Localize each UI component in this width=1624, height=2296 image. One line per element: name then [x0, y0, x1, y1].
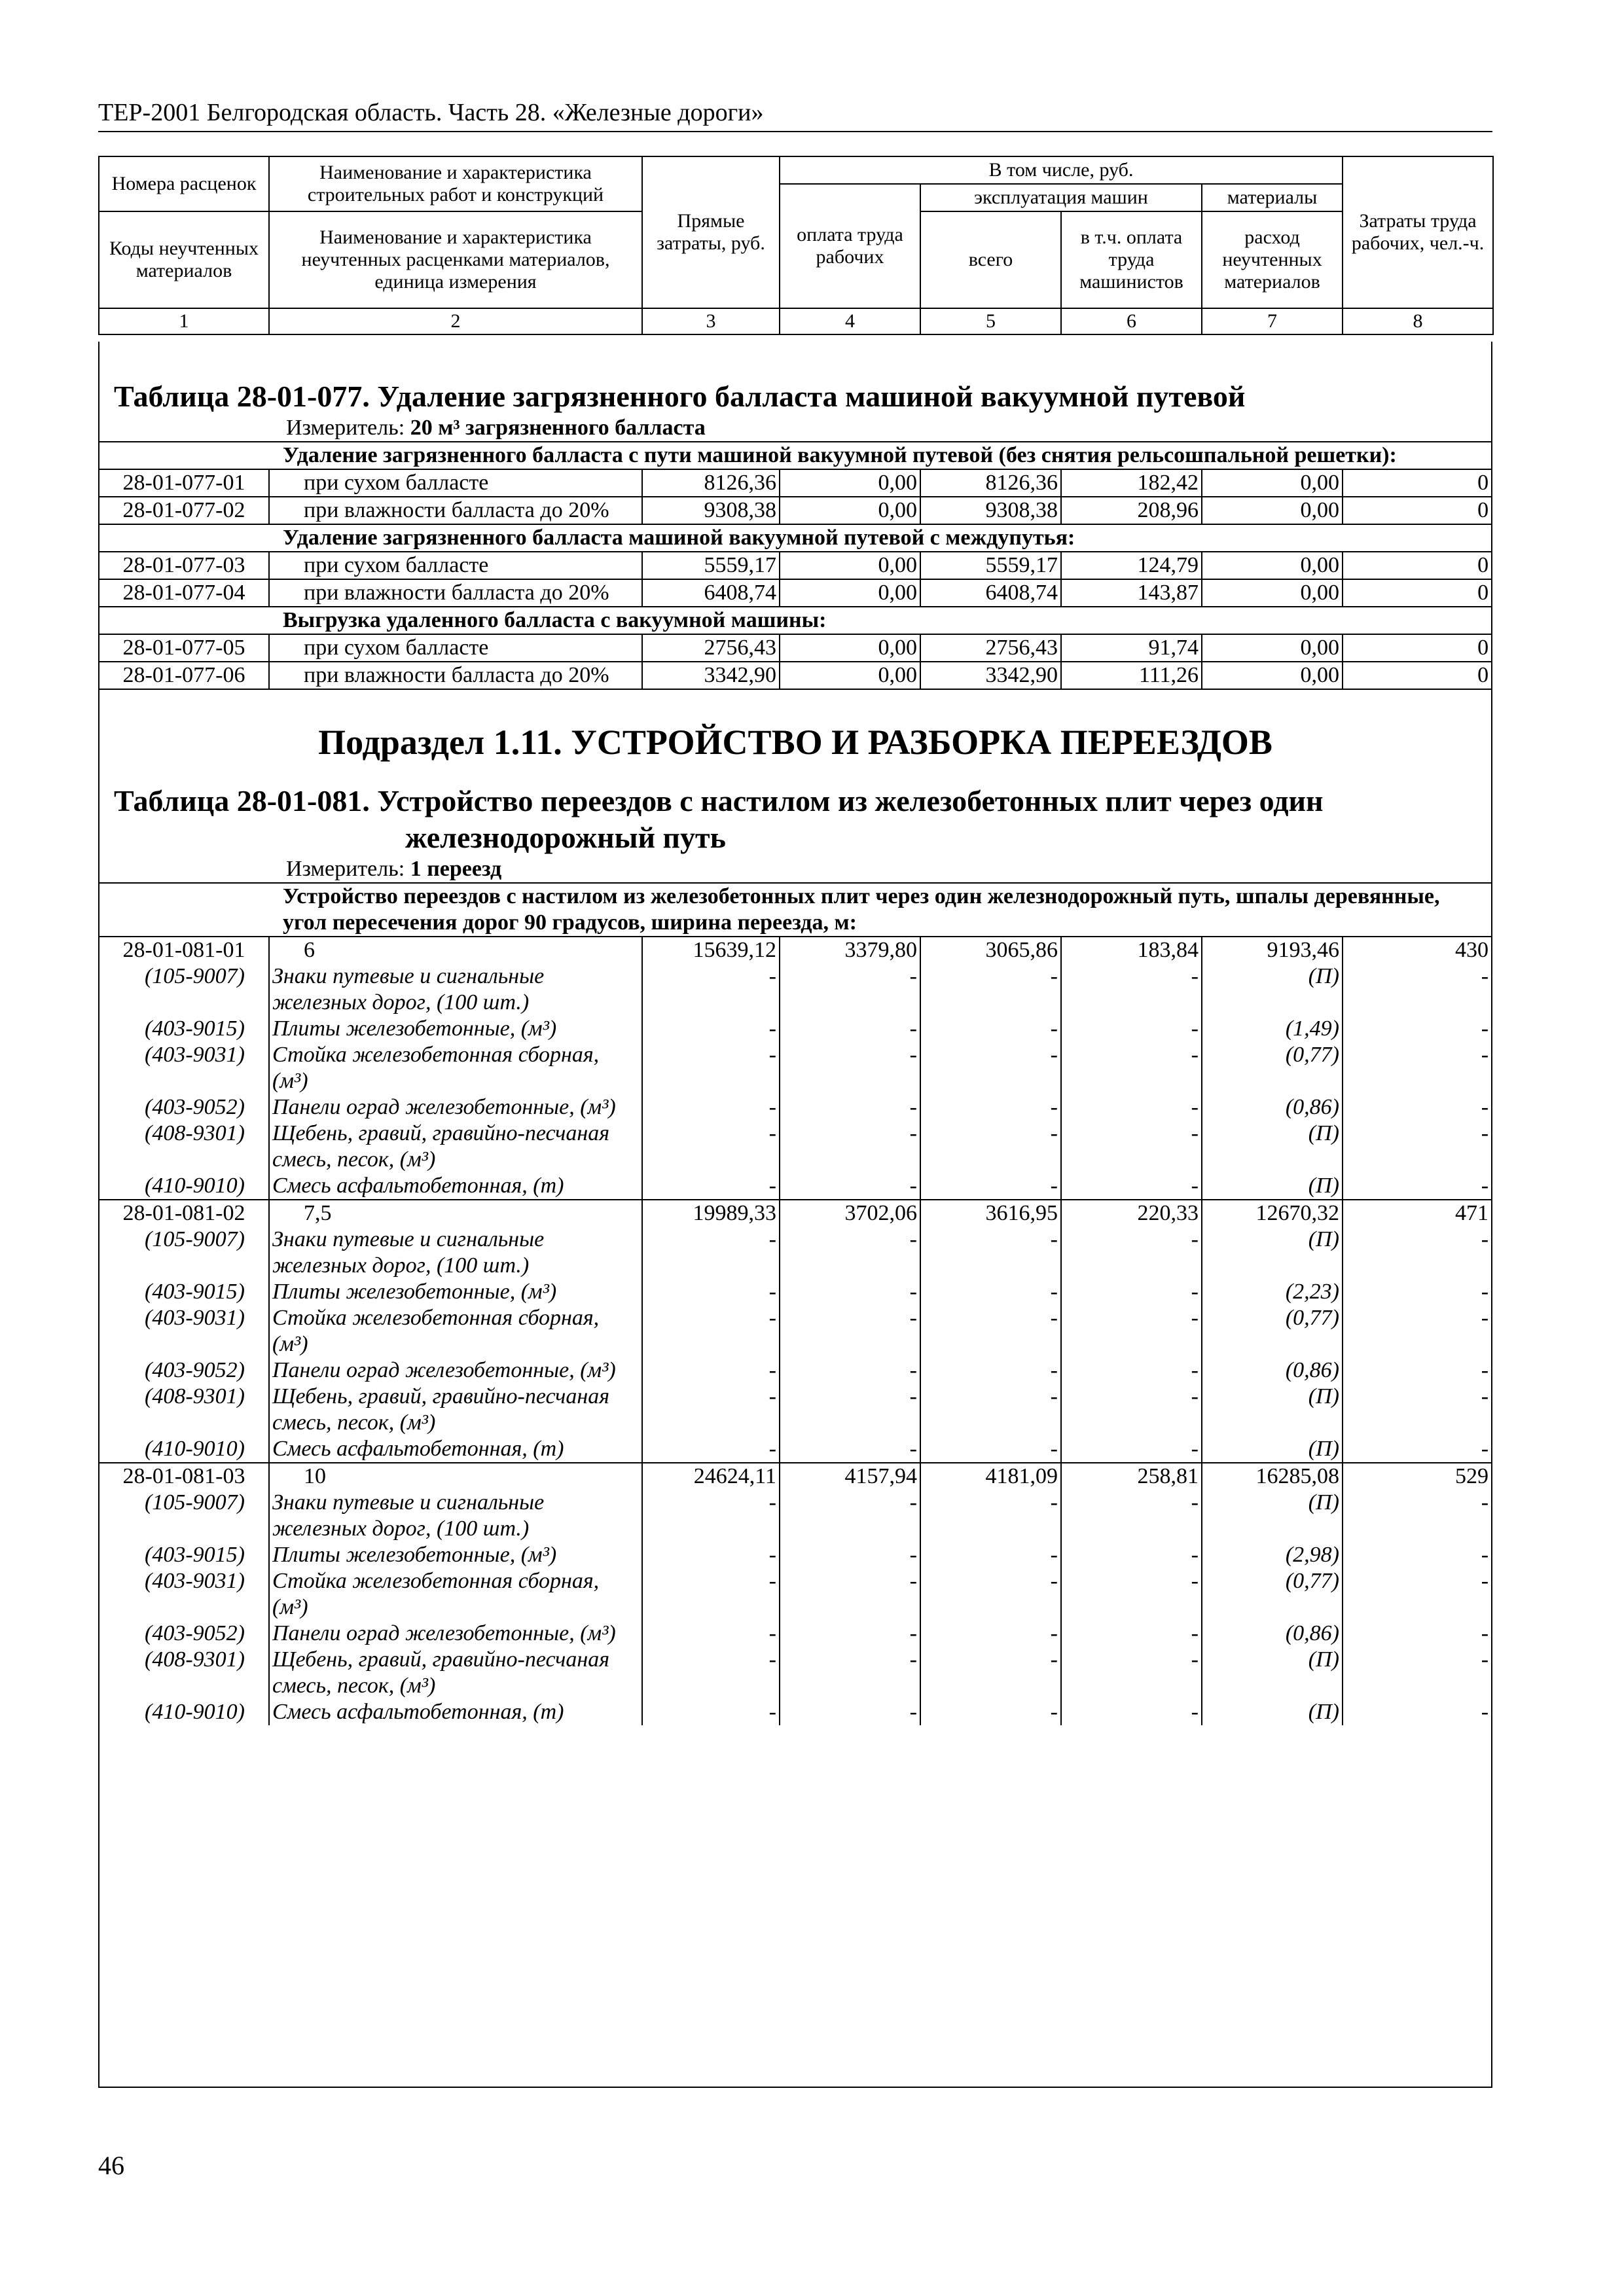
dash: - — [1481, 1647, 1489, 1672]
group-heading: Удаление загрязненного балласта машиной вакуумной путевой с междупутья: — [99, 524, 1491, 552]
value-v8: 0 — [1343, 634, 1491, 662]
dash: - — [780, 1227, 920, 1279]
dash: - — [1061, 1094, 1202, 1121]
value-v8: 0 — [1343, 497, 1491, 524]
dash: - — [1481, 1384, 1489, 1408]
material-code: (105-9007) — [99, 1227, 269, 1279]
material-code: (403-9015) — [99, 1542, 269, 1568]
dash: - — [920, 1357, 1061, 1384]
dash: - — [1061, 1490, 1202, 1542]
hdr-num: 8 — [1343, 308, 1493, 334]
rate-name — [269, 1463, 642, 1490]
material-row — [99, 1094, 1491, 1121]
material-code: (410-9010) — [99, 1173, 269, 1200]
group-heading: Устройство переездов с настилом из железобетонных плит через один железнодорожный путь, шпалы деревянные, угол пересечения дорог 90 градусов, ширина переезда, м: — [99, 883, 1491, 937]
material-qty: (П) — [1202, 1173, 1343, 1200]
dash: - — [1061, 1621, 1202, 1647]
material-qty: (П) — [1202, 1490, 1343, 1542]
value-v3: 3342,90 — [642, 662, 780, 689]
dash: - — [1481, 1543, 1489, 1567]
material-code: (403-9031) — [99, 1042, 269, 1094]
value-v6: 91,74 — [1061, 634, 1202, 662]
dash: - — [1061, 1227, 1202, 1279]
value-v5: 3616,95 — [920, 1200, 1061, 1227]
dash: - — [780, 1121, 920, 1173]
rate-name-text: при влажности балласта до 20% — [304, 663, 609, 687]
material-code: (403-9052) — [99, 1357, 269, 1384]
value-v8: 430 — [1343, 937, 1491, 963]
header-rule — [98, 131, 1492, 132]
rate-code: 28-01-081-02 — [99, 1200, 269, 1227]
material-row — [99, 1279, 1491, 1305]
dash: - — [920, 1621, 1061, 1647]
value-v8: 0 — [1343, 662, 1491, 689]
dash: - — [1481, 1358, 1489, 1382]
rate-name-text: при влажности балласта до 20% — [304, 498, 609, 522]
rate-name — [269, 552, 642, 579]
material-row — [99, 1384, 1491, 1436]
measure-077 — [99, 415, 1491, 441]
hdr-num: 1 — [99, 308, 269, 334]
material-qty: (П) — [1202, 1384, 1343, 1436]
dash: - — [1481, 1490, 1489, 1515]
value-v5: 4181,09 — [920, 1463, 1061, 1490]
group-heading: Выгрузка удаленного балласта с вакуумной машины: — [99, 607, 1491, 634]
dash: - — [780, 1436, 920, 1463]
table-row — [99, 662, 1491, 689]
value-v6: 111,26 — [1061, 662, 1202, 689]
value-v3: 24624,11 — [642, 1463, 780, 1490]
material-qty: (П) — [1202, 1436, 1343, 1463]
hdr-work-name: Наименование и характеристика строительных работ и конструкций — [269, 156, 642, 211]
dash: - — [1061, 1121, 1202, 1173]
hdr-labor: Затраты труда рабочих, чел.-ч. — [1343, 156, 1493, 308]
hdr-num: 4 — [780, 308, 920, 334]
dash: - — [780, 1699, 920, 1725]
material-code: (403-9031) — [99, 1568, 269, 1621]
material-name: Знаки путевые и сигнальные железных дорог, (100 шт.) — [269, 963, 642, 1016]
material-qty: (П) — [1202, 1699, 1343, 1725]
dash: - — [642, 1279, 780, 1305]
value-v8: 529 — [1343, 1463, 1491, 1490]
dash: - — [780, 963, 920, 1016]
rate-code: 28-01-077-03 — [99, 552, 269, 579]
page-number: 46 — [98, 2151, 124, 2180]
rate-name-text: при сухом балласте — [304, 636, 489, 660]
dash: - — [642, 1094, 780, 1121]
value-v6: 143,87 — [1061, 579, 1202, 607]
value-v3: 8126,36 — [642, 469, 780, 497]
dash: - — [642, 1436, 780, 1463]
hdr-materials: материалы — [1202, 184, 1343, 211]
value-v7: 0,00 — [1202, 469, 1343, 497]
table-title-081 — [99, 783, 1491, 856]
group-heading-row — [99, 524, 1491, 552]
dash: - — [642, 1490, 780, 1542]
dash: - — [920, 1699, 1061, 1725]
material-row — [99, 1621, 1491, 1647]
dash: - — [780, 1357, 920, 1384]
hdr-including: В том числе, руб. — [780, 156, 1343, 184]
rate-name-text: при сухом балласте — [304, 471, 489, 495]
material-name: Знаки путевые и сигнальные железных дорог, (100 шт.) — [269, 1227, 642, 1279]
value-v5: 5559,17 — [920, 552, 1061, 579]
rate-name — [269, 497, 642, 524]
material-qty: (0,77) — [1202, 1042, 1343, 1094]
material-code: (408-9301) — [99, 1384, 269, 1436]
material-name: Плиты железобетонные, (м³) — [269, 1542, 642, 1568]
dash: - — [642, 1542, 780, 1568]
dash: - — [920, 1647, 1061, 1699]
dash: - — [642, 1621, 780, 1647]
value-v8: 0 — [1343, 579, 1491, 607]
material-name: Плиты железобетонные, (м³) — [269, 1279, 642, 1305]
rate-name — [269, 937, 642, 963]
dash: - — [1061, 1173, 1202, 1200]
material-name: Стойка железобетонная сборная, (м³) — [269, 1568, 642, 1621]
material-name: Панели оград железобетонные, (м³) — [269, 1094, 642, 1121]
material-name: Знаки путевые и сигнальные железных дорог, (100 шт.) — [269, 1490, 642, 1542]
rate-code: 28-01-077-02 — [99, 497, 269, 524]
dash: - — [1061, 1357, 1202, 1384]
value-v4: 0,00 — [780, 497, 920, 524]
group-heading: Удаление загрязненного балласта с пути машиной вакуумной путевой (без снятия рельсошпальной решетки): — [99, 442, 1491, 469]
dash: - — [920, 1173, 1061, 1200]
value-v3: 2756,43 — [642, 634, 780, 662]
material-qty: (П) — [1202, 1647, 1343, 1699]
value-v6: 182,42 — [1061, 469, 1202, 497]
value-v4: 0,00 — [780, 469, 920, 497]
material-qty: (П) — [1202, 1227, 1343, 1279]
material-name: Стойка железобетонная сборная, (м³) — [269, 1042, 642, 1094]
dash: - — [1481, 1227, 1489, 1251]
table-row — [99, 937, 1491, 963]
group-heading-row — [99, 883, 1491, 937]
dash: - — [780, 1016, 920, 1042]
dash: - — [1061, 963, 1202, 1016]
dash: - — [780, 1094, 920, 1121]
hdr-machines-total: всего — [920, 211, 1061, 308]
dash: - — [642, 963, 780, 1016]
table-row — [99, 634, 1491, 662]
material-row — [99, 1016, 1491, 1042]
dash: - — [642, 1016, 780, 1042]
rate-name-text: при влажности балласта до 20% — [304, 581, 609, 605]
value-v7: 0,00 — [1202, 579, 1343, 607]
measure-label: Измеритель: — [286, 857, 405, 881]
dash: - — [780, 1542, 920, 1568]
value-v7: 12670,32 — [1202, 1200, 1343, 1227]
subsection-title: Подраздел 1.11. УСТРОЙСТВО И РАЗБОРКА ПЕРЕЕЗДОВ — [318, 723, 1272, 762]
value-v4: 0,00 — [780, 634, 920, 662]
dash: - — [920, 1384, 1061, 1436]
material-code: (403-9031) — [99, 1305, 269, 1357]
material-row — [99, 1227, 1491, 1279]
dash: - — [780, 1490, 920, 1542]
material-name: Смесь асфальтобетонная, (т) — [269, 1173, 642, 1200]
value-v4: 0,00 — [780, 552, 920, 579]
rate-name — [269, 579, 642, 607]
dash: - — [642, 1568, 780, 1621]
measure-label: Измеритель: — [286, 416, 405, 440]
dash: - — [780, 1384, 920, 1436]
table-row — [99, 469, 1491, 497]
dash: - — [1481, 1437, 1489, 1461]
material-name: Стойка железобетонная сборная, (м³) — [269, 1305, 642, 1357]
material-code: (105-9007) — [99, 1490, 269, 1542]
rate-name — [269, 662, 642, 689]
material-code: (408-9301) — [99, 1121, 269, 1173]
material-row — [99, 1490, 1491, 1542]
value-v7: 0,00 — [1202, 634, 1343, 662]
dash: - — [920, 1042, 1061, 1094]
material-row — [99, 1568, 1491, 1621]
dash: - — [920, 1490, 1061, 1542]
rates-table-081 — [99, 882, 1491, 1725]
hdr-num: 6 — [1061, 308, 1202, 334]
material-qty: (1,49) — [1202, 1016, 1343, 1042]
hdr-material-name: Наименование и характеристика неучтенных расценками материалов, единица измерения — [269, 211, 642, 308]
dash: - — [780, 1568, 920, 1621]
dash: - — [642, 1384, 780, 1436]
dash: - — [1061, 1384, 1202, 1436]
dash: - — [1061, 1016, 1202, 1042]
column-header-table — [98, 156, 1494, 335]
table-row — [99, 1463, 1491, 1490]
material-code: (403-9052) — [99, 1621, 269, 1647]
dash: - — [1061, 1568, 1202, 1621]
dash: - — [642, 1305, 780, 1357]
material-qty: (0,86) — [1202, 1094, 1343, 1121]
material-qty: (2,98) — [1202, 1542, 1343, 1568]
value-v6: 220,33 — [1061, 1200, 1202, 1227]
material-row — [99, 1436, 1491, 1463]
value-v5: 8126,36 — [920, 469, 1061, 497]
value-v4: 3702,06 — [780, 1200, 920, 1227]
value-v5: 9308,38 — [920, 497, 1061, 524]
dash: - — [642, 1647, 780, 1699]
material-row — [99, 1542, 1491, 1568]
dash: - — [920, 1227, 1061, 1279]
rate-code: 28-01-077-04 — [99, 579, 269, 607]
material-name: Панели оград железобетонные, (м³) — [269, 1621, 642, 1647]
running-head: ТЕР-2001 Белгородская область. Часть 28. «Железные дороги» — [98, 99, 764, 126]
dash: - — [1481, 1095, 1489, 1119]
rate-name-text: при сухом балласте — [304, 553, 489, 577]
value-v7: 0,00 — [1202, 497, 1343, 524]
rate-name — [269, 469, 642, 497]
hdr-worker-pay: оплата труда рабочих — [780, 184, 920, 308]
material-code: (403-9052) — [99, 1094, 269, 1121]
dash: - — [1481, 964, 1489, 988]
dash: - — [920, 1436, 1061, 1463]
dash: - — [780, 1305, 920, 1357]
table-title-081-line2: железнодорожный путь — [405, 821, 726, 854]
table-title-081-line1: Таблица 28-01-081. Устройство переездов с настилом из железобетонных плит через один — [114, 784, 1324, 817]
table-row — [99, 1200, 1491, 1227]
dash: - — [780, 1647, 920, 1699]
table-body — [98, 342, 1492, 2088]
value-v4: 0,00 — [780, 662, 920, 689]
material-qty: (П) — [1202, 1121, 1343, 1173]
dash: - — [920, 1568, 1061, 1621]
hdr-num: 2 — [269, 308, 642, 334]
value-v5: 3342,90 — [920, 662, 1061, 689]
material-code: (403-9015) — [99, 1279, 269, 1305]
material-qty: (2,23) — [1202, 1279, 1343, 1305]
rate-name — [269, 634, 642, 662]
material-code: (105-9007) — [99, 963, 269, 1016]
value-v7: 9193,46 — [1202, 937, 1343, 963]
value-v3: 6408,74 — [642, 579, 780, 607]
material-code: (410-9010) — [99, 1436, 269, 1463]
dash: - — [1061, 1647, 1202, 1699]
dash: - — [1061, 1436, 1202, 1463]
dash: - — [1481, 1043, 1489, 1067]
material-row — [99, 1173, 1491, 1200]
table-row — [99, 497, 1491, 524]
dash: - — [1481, 1121, 1489, 1145]
group-heading-row — [99, 607, 1491, 634]
value-v6: 258,81 — [1061, 1463, 1202, 1490]
material-row — [99, 1357, 1491, 1384]
value-v7: 0,00 — [1202, 552, 1343, 579]
rate-code: 28-01-077-05 — [99, 634, 269, 662]
dash: - — [1061, 1042, 1202, 1094]
rate-name-text: 6 — [304, 938, 315, 962]
rate-code: 28-01-081-03 — [99, 1463, 269, 1490]
measure-value: 20 м³ загрязненного балласта — [410, 416, 706, 440]
material-qty: (0,86) — [1202, 1621, 1343, 1647]
dash: - — [1481, 1174, 1489, 1198]
dash: - — [1481, 1016, 1489, 1041]
material-name: Щебень, гравий, гравийно-песчаная смесь, песок, (м³) — [269, 1121, 642, 1173]
table-row — [99, 579, 1491, 607]
value-v5: 6408,74 — [920, 579, 1061, 607]
group-heading-row — [99, 442, 1491, 469]
dash: - — [642, 1042, 780, 1094]
material-code: (408-9301) — [99, 1647, 269, 1699]
hdr-direct-costs: Прямые затраты, руб. — [642, 156, 780, 308]
rate-code: 28-01-077-06 — [99, 662, 269, 689]
dash: - — [1481, 1621, 1489, 1645]
hdr-num: 7 — [1202, 308, 1343, 334]
value-v8: 471 — [1343, 1200, 1491, 1227]
value-v6: 124,79 — [1061, 552, 1202, 579]
dash: - — [642, 1121, 780, 1173]
value-v8: 0 — [1343, 469, 1491, 497]
dash: - — [1481, 1700, 1489, 1724]
material-qty: (0,77) — [1202, 1568, 1343, 1621]
dash: - — [780, 1621, 920, 1647]
dash: - — [642, 1357, 780, 1384]
dash: - — [1481, 1306, 1489, 1330]
dash: - — [1061, 1279, 1202, 1305]
value-v8: 0 — [1343, 552, 1491, 579]
dash: - — [1481, 1280, 1489, 1304]
hdr-unaccounted-materials: расход неучтенных материалов — [1202, 211, 1343, 308]
dash: - — [1061, 1305, 1202, 1357]
dash: - — [642, 1227, 780, 1279]
value-v6: 183,84 — [1061, 937, 1202, 963]
material-name: Панели оград железобетонные, (м³) — [269, 1357, 642, 1384]
dash: - — [642, 1699, 780, 1725]
dash: - — [780, 1279, 920, 1305]
hdr-codes: Номера расценок — [99, 156, 269, 211]
material-qty: (П) — [1202, 963, 1343, 1016]
value-v7: 16285,08 — [1202, 1463, 1343, 1490]
hdr-material-codes: Коды неучтенных материалов — [99, 211, 269, 308]
value-v3: 9308,38 — [642, 497, 780, 524]
dash: - — [920, 1279, 1061, 1305]
value-v6: 208,96 — [1061, 497, 1202, 524]
value-v5: 2756,43 — [920, 634, 1061, 662]
dash: - — [920, 963, 1061, 1016]
rate-code: 28-01-081-01 — [99, 937, 269, 963]
hdr-num: 3 — [642, 308, 780, 334]
measure-081 — [99, 856, 1491, 882]
material-code: (403-9015) — [99, 1016, 269, 1042]
material-name: Смесь асфальтобетонная, (т) — [269, 1699, 642, 1725]
rate-name-text: 7,5 — [304, 1201, 332, 1225]
rate-name — [269, 1200, 642, 1227]
material-row — [99, 1121, 1491, 1173]
value-v3: 19989,33 — [642, 1200, 780, 1227]
material-row — [99, 1647, 1491, 1699]
value-v7: 0,00 — [1202, 662, 1343, 689]
hdr-num: 5 — [920, 308, 1061, 334]
material-row — [99, 1699, 1491, 1725]
value-v4: 4157,94 — [780, 1463, 920, 1490]
value-v3: 5559,17 — [642, 552, 780, 579]
material-qty: (0,77) — [1202, 1305, 1343, 1357]
value-v4: 3379,80 — [780, 937, 920, 963]
material-row — [99, 1305, 1491, 1357]
measure-value: 1 переезд — [410, 857, 502, 881]
table-row — [99, 552, 1491, 579]
value-v5: 3065,86 — [920, 937, 1061, 963]
dash: - — [920, 1305, 1061, 1357]
material-row — [99, 963, 1491, 1016]
value-v3: 15639,12 — [642, 937, 780, 963]
material-name: Щебень, гравий, гравийно-песчаная смесь, песок, (м³) — [269, 1384, 642, 1436]
dash: - — [920, 1016, 1061, 1042]
material-code: (410-9010) — [99, 1699, 269, 1725]
hdr-machines: эксплуатация машин — [920, 184, 1202, 211]
dash: - — [920, 1542, 1061, 1568]
hdr-machinists-pay: в т.ч. оплата труда машинистов — [1061, 211, 1202, 308]
material-row — [99, 1042, 1491, 1094]
rate-code: 28-01-077-01 — [99, 469, 269, 497]
dash: - — [642, 1173, 780, 1200]
material-qty: (0,86) — [1202, 1357, 1343, 1384]
dash: - — [920, 1094, 1061, 1121]
material-name: Щебень, гравий, гравийно-песчаная смесь, песок, (м³) — [269, 1647, 642, 1699]
dash: - — [920, 1121, 1061, 1173]
value-v4: 0,00 — [780, 579, 920, 607]
dash: - — [1061, 1699, 1202, 1725]
rates-table-077 — [99, 441, 1491, 690]
material-name: Плиты железобетонные, (м³) — [269, 1016, 642, 1042]
dash: - — [1481, 1569, 1489, 1593]
table-title-077: Таблица 28-01-077. Удаление загрязненного балласта машиной вакуумной путевой — [114, 380, 1246, 413]
material-name: Смесь асфальтобетонная, (т) — [269, 1436, 642, 1463]
rate-name-text: 10 — [304, 1464, 326, 1488]
dash: - — [780, 1173, 920, 1200]
dash: - — [1061, 1542, 1202, 1568]
dash: - — [780, 1042, 920, 1094]
